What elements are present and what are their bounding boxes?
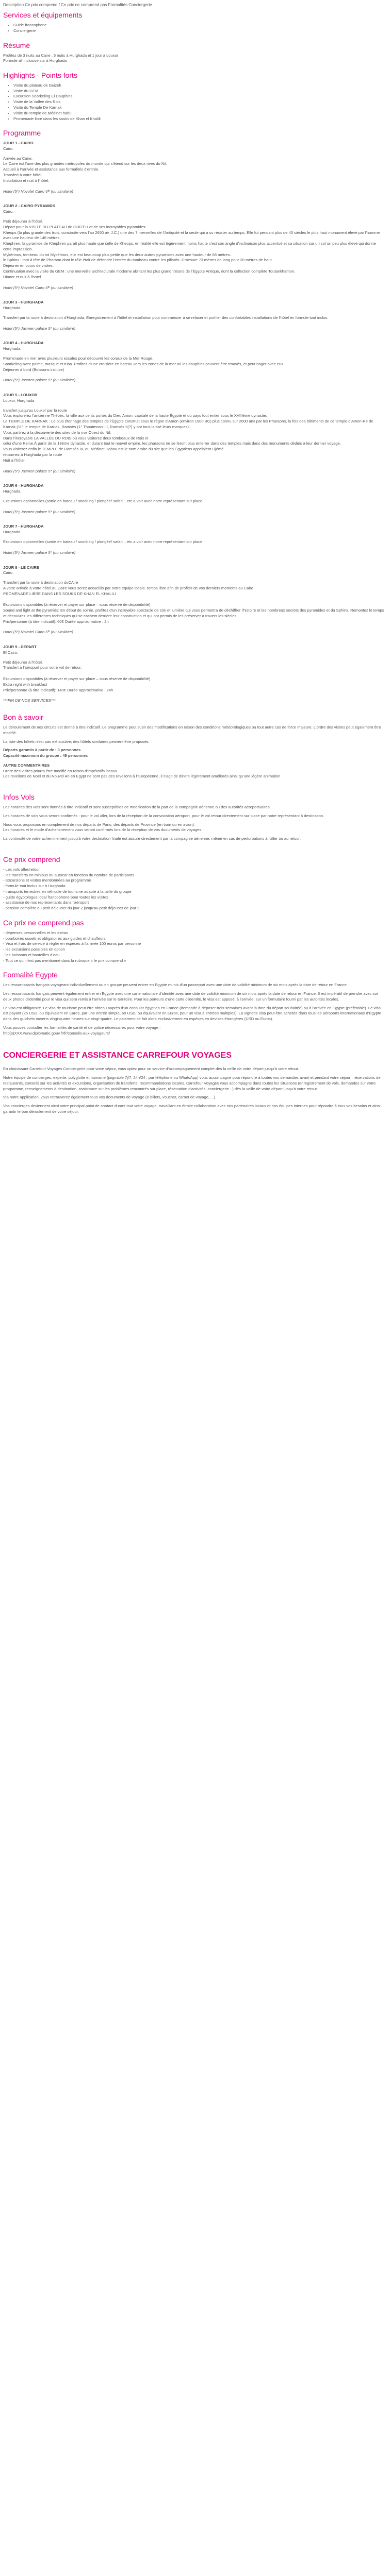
list-item: - Excursions et visites mentionnées au programme [3, 878, 91, 883]
paragraph: Via notre application, vous retrouverez également tous vos documents de voyage (e-billets, voucher, carnet de voyage, ...). [3, 1095, 217, 1100]
paragraph: Les horaires de vols vous seront confirmés : pour le vol aller, lors de la réception de la convocation aéroport, pour le vol retour directement sur place par notre représentant à destination. [3, 813, 324, 818]
day-text: Excursions optionnelles (sortie en bateau / snorkling / plongée/ safari .. etc a voir avec notre représentant sur place [3, 498, 203, 503]
day-5 [3, 393, 385, 474]
list-item: - les excursions possibles en option [3, 947, 65, 952]
day-3 [3, 300, 385, 331]
list-item: - transports terrestres en véhicule de tourisme adapté à la taille du groupe [3, 889, 132, 894]
day-2 [3, 204, 385, 291]
day-title: JOUR 5 - LOUXOR [3, 393, 38, 398]
highlights-list [3, 83, 385, 122]
day-city: Cairo. [3, 570, 14, 575]
paragraph: Nous vous proposons en complément de nos départs de Paris, des départs de Province (en train ou en avion). Les horaires et le mode d'acheminement vous seront confirmés lors de la réception de vos documents de voyages. [3, 822, 203, 833]
infos-vols-text [3, 805, 385, 842]
min-participants: Départs garantis à partir de : 3 personnes [3, 748, 81, 753]
day-hotel: Hotel (5*) Jasmen palace 5* (ou similaire) [3, 509, 76, 514]
services-list [3, 23, 385, 34]
day-text: Promenade en mer avec plusieurs escales pour découvrir les coraux de la Mer Rouge. Snorkeling avec palme, masque et tuba. Profitez d'une croisière en bateau vers les zones de la mer où les dauphins peuvent être trouvés, et peut nager avec eux. Déjeuner à bord (Boissons incluse) [3, 356, 285, 372]
day-text: Arrivée au Caire. Le Caire est l'une des plus grandes métropoles du monde qui s'étend sur les deux rives du Nil. Accueil à l'arrivée et assistance aux formalités d'entrée. Transfert à votre hôtel. Installation et nuit à l'hôtel. [3, 156, 167, 183]
list-item: - Tout ce qui n'est pas mentionné dans la rubrique « le prix comprend » [3, 958, 126, 963]
day-text: Transfert par la route à destination d'Hurghada. Enregistrement à l'hôtel et installation pour commencer à se relaxer et profiter des confortables installations de l'hôtel en formule tout inclus. [3, 315, 329, 320]
resume-text: Profitez de 3 nuits au Caire , 5 nuits à Hurghada et 1 jour à Louxor Formule all inclusive sur à Hurghada [3, 53, 119, 63]
list-item: - les boissons et bouteilles d'eau [3, 952, 60, 957]
day-title: JOUR 7 - HURGHADA [3, 524, 44, 529]
list-item: - assistance de nos représentants dans l'aéroport [3, 900, 89, 905]
list-item: - dépenses personnelles et les extras [3, 930, 68, 935]
paragraph: Les ressortissants français peuvent également entrer en Egypte avec une carte nationale d'identité avec une date de validité minimum de six mois après la date de retour en France. Il est impératif de prendre avec soi deux photos d'identité pour le visa qui sera remis à l'arrivée sur le territoire. Pour les porteurs d'une carte d'identité, le visa est apposé, à l'arrivée, sur un formulaire fourni par les autorités locales. [3, 991, 378, 1002]
highlights-title: Highlights - Points forts [3, 71, 77, 80]
day-city: Louxor, Hurghada [3, 398, 35, 403]
bon-a-savoir-text [3, 725, 385, 779]
day-text: Petit déjeuner à l'hôtel. Transfert à l'aéroport pour votre vol de retour. Excursions disponibles (à réserver et payer sur place – sous réserve de disponibilité) Extra night with breakfast Prix/personne (à titre indicatif): 140€ Durée approximative : 24h [3, 659, 151, 692]
day-city: Hurghada. [3, 489, 22, 494]
list-item: - guide égyptologue local francophone pour toutes les visites [3, 894, 108, 900]
day-1 [3, 141, 385, 194]
day-title: JOUR 2 - CAIRO PYRAMIDS [3, 204, 55, 209]
day-hotel: Hotel (5*) Novotel Cairo 6ᵗʰ (ou similaire) [3, 630, 73, 635]
bon-a-savoir-title: Bon à savoir [3, 713, 43, 722]
list-item: • Excursion Snorkeling El Dauphins [13, 94, 385, 99]
day-9 [3, 645, 385, 704]
day-7 [3, 524, 385, 555]
list-item: - Les vols aller/retour [3, 867, 40, 872]
list-item: - les transferts en minibus ou autocar en fonction du nombre de participants [3, 872, 135, 877]
infos-vols-title: Infos Vols [3, 793, 35, 802]
comprend-title: Ce prix comprend [3, 855, 60, 863]
day-title: JOUR 1 - CAIRO [3, 141, 34, 146]
day-title: JOUR 9 - DEPART [3, 645, 37, 650]
day-hotel: Hotel (5*) Novotel Cairo 6ᵗʰ (ou similaire) [3, 189, 73, 194]
day-4 [3, 341, 385, 383]
ne-comprend-title: Ce prix ne comprend pas [3, 918, 84, 927]
list-item: - formule tout inclus sur à Hurghada [3, 884, 66, 889]
day-hotel: Hotel (5*) Jasmen palace 5* (ou similaire) [3, 550, 76, 555]
paragraph: Le visa est obligatoire. Le visa de tourisme peut être obtenu auprès d'un consulat égyptien en France (demande à déposer trois semaines avant la date du départ souhaitée) ou à l'arrivée en Egypte (préférable). Le visa est payant (25 USD, ou équivalent en Euros, par une entrée simple, 60 USD, ou équivalent en Euros, pour un visa à entrées multiples). La vignette visa peut être achetée dans tous les aéroports internationaux d'Égypte dans des guichets ouverts vingt-quatre heures sur vingt-quatre. Le paiement se fait alors exclusivement en espèces en devises étrangères (USD ou Euros). [3, 1005, 381, 1022]
day-text: Transfert par la route à destination duCAire A votre arrivée à votre hôtel au Caire vous serez accueillis par notre équipe locale. temps libre afin de profiter de vos derniers moments au Caire PROMENADE LIBRE DANS LES SOUKS DE KHAN EL KHALILI Excursions disponibles (à réserver et payer sur place – sous réserve de disponibilité) Sound and light at the pyramids: En début de soirée, profitez d'un incroyable spectacle de son et lumière qui vous permettra de déchiffrer l'histoire et les nombreux secrets des pyramides et du Sphinx. Remontez le temps et découvrez les différentes techniques qui se cachent derrière leur construction et qui ont permis de les préserver à travers les siècles. Prix/personne (à titre indicatif): 60€ Durée approximative : 2h [3, 580, 384, 624]
formalite-title: Formalité Egypte [3, 971, 58, 979]
resume-title: Résumé [3, 41, 30, 49]
comprend-list [3, 867, 385, 911]
day-hotel: Hotel (5*) Novotel Cairo 6ᵗʰ (ou similaire) [3, 285, 73, 290]
list-item: • Visite du plateau de Guizeh [13, 83, 385, 89]
paragraph: Les ressortissants français voyageant individuellement ou en groupe peuvent entrer en Egypte munis d'un passeport avec une date de validité minimum de six mois après la date de retour en France. [3, 982, 348, 988]
paragraph: Notre équipe de concierges, experte, polyglotte et humaine (joignable 7j/7, 24h/24 , par téléphone ou WhatsApp) vous accompagne pour répondre à toutes vos demandes avant et pendant votre séjour : réservations de restaurants, conseils sur les activités et excursions, organisation de transferts, recommandations locales. Carrefour Voyages vous accompagne dans toutes les situations (enregistrement de vols, demandes sur votre programme, renseignements à destination, assistance sur les problèmes rencontrés sur place, réservation d'activités, conciergerie...) dès la veille de votre départ jusqu'à votre retour. [3, 1075, 381, 1091]
paragraph: Les horaires des vols sont donnés à titre indicatif et sont susceptibles de modification de la part de la compagnie aérienne ou des autorités aéroportuaires. [3, 805, 271, 810]
day-city: Hurghada. [3, 346, 22, 351]
list-item: • Visite de la Vallée des Rois [13, 99, 385, 105]
services-title: Services et équipements [3, 11, 83, 20]
day-text: Excursions optionnelles (sortie en bateau / snorkling / plongée/ safari .. etc a voir avec notre représentant sur place [3, 539, 203, 544]
programme-title: Programme [3, 129, 41, 138]
day-title: JOUR 3 - HURGHADA [3, 300, 44, 305]
breadcrumb: Description Ce prix comprend / Ce prix ne comprend pas Formalités Conciergerie [3, 3, 152, 7]
day-title: JOUR 6 - HURGHADA [3, 483, 44, 488]
list-item: - pension complète du petit déjeuner du jour 2 jusqu'au petit déjeuner de jour 9 [3, 906, 140, 911]
day-hotel: Hotel (5*) Jasmen palace 5* (ou similaire) [3, 378, 76, 383]
list-item: - Visa et frais de service à régler en espèces à l'arrivée 100 euros par personne [3, 941, 141, 946]
day-city: Cairo. [3, 146, 14, 151]
ne-comprend-list [3, 930, 385, 964]
paragraph: Vous pouvez consulter les formalités de santé et de police nécessaires pour votre voyage : http(s)XXX.www.diplomatie.gouv.fr/fr/conseils-aux-voyageurs/ [3, 1025, 161, 1036]
paragraph: La liste des hôtels n'est pas exhaustive; des hôtels similaires peuvent être proposés. [3, 739, 150, 744]
day-end-note: ***FIN DE NOS SERVICES*** [3, 698, 56, 703]
day-hotel: Hotel (5*) Jasmen palace 5* (ou similaire) [3, 326, 76, 331]
day-6 [3, 483, 385, 515]
list-item: • Visite du Temple De Karnak [13, 105, 385, 111]
conciergerie-title: CONCIERGERIE ET ASSISTANCE CARREFOUR VOYAGES [3, 1050, 232, 1060]
day-title: JOUR 8 - LE CAIRE [3, 565, 39, 570]
max-participants: Capacité maximum du groupe : 49 personnes [3, 753, 88, 758]
day-text: Petit déjeuner à l'hôtel. Départ pour la VISITE DU PLATEAU de GUIZEH et de ses incroyables pyramides: Kheops (la plus grande des trois, construite vers l'an 2650 av. J.C.) une des 7 merveilles de l'Antiquité et la seule qui a su résister au temps. Elle fut pendant plus de 40 siècles le plus haut monument élevé par l'homme avec une hauteur de 146 mètres. Khephren: la pyramide de Khephren paraît plus haute que celle de Kheops, en réalité elle est légèrement moins haute c'est son angle d'inclinaison plus accentué et sa situation sur un sol un peu plus élevé qui donne cette impression. Mykérinos, tombeau du roi Mykérinos, elle est beaucoup plus petite que les deux autres pyramides avec une hauteur de 66 mètres. le Sphinx : tom à tête de Pharaon dont le rôle était de défendre l'entrée du tombeau contre les pillards. Il mesure 73 mètres de long pour 20 mètres de haut Déjeuner en cours de visites. Continuation avec la visite du GEM : une merveille architecturale moderne abritant les plus grand trésors de l'Égypte Antique, dont la collection complète Toutankhamon. Dinner et nuit à l'hotel [3, 218, 380, 279]
autres-title: AUTRE COMMENTAIRES [3, 762, 50, 768]
day-8 [3, 565, 385, 636]
day-city: Hurghada. [3, 306, 22, 311]
paragraph: En choisissant Carrefour Voyages Conciergerie pour votre séjour, vous optez pour un service d'accompagnement complet dès la veille de votre départ jusqu'à votre retour. [3, 1066, 299, 1072]
day-city: Hurghada. [3, 530, 22, 535]
formalite-text [3, 982, 385, 1036]
paragraph: Le déroulement de nos circuits est donné à titre indicatif. Le programme peut subir des modifications en raison des conditions météorologiques ou tout autre cas de force majeure. L'ordre des visites peut également être modifié. [3, 724, 381, 735]
list-item: • Conciergerie [13, 28, 385, 34]
autres-text: Ordre des visites pourra être modifié en raison d'impératifs locaux. Les revellons de Noel et du Nouvel An en Egypt ne sont pas des revellons à l'européenne, il s'agit de diners légèrement améliorés ainsi qu'une légère animation [3, 768, 281, 779]
list-item: • Visite du GEM [13, 89, 385, 94]
day-city: Cairo. [3, 209, 14, 214]
day-hotel: Hotel (5*) Jasmen palace 5* (ou similaire) [3, 468, 76, 473]
page [0, 0, 388, 1115]
list-item: - pourboires usuels et obligatoires aux guides et chauffeurs [3, 936, 106, 941]
list-item: • Visite du temple de Médinet habu [13, 111, 385, 116]
conciergerie-text [3, 1066, 385, 1114]
day-text: transfert jusqu'au Louxor par la route Vous explorerez l'ancienne Thèbes, la ville aux cents portes du Dieu Amon, capitale de la haute Égypte et du pays tout entier sous le XVIIIème dynastie. Le TEMPLE DE KARNAK : Le plus étonnage des temples de l'Égypte construit sous le règne d'Amon (environ 1900 BC) plus connu sur 2000 ans par les Pharaons, la fois des bâtiments de ce temple d'Amon-Ré de Karnak (11° le temple de Karnak, Ramsès (1° Thoutmosis III, Ramsès II(?) y ont tous laissé leurs marques). Vous partirez à la découverte des sites de la rive Ouest du Nil. Dans l'incroyable LA VALLÉE DU ROIS où vous visiterez deux tombeaux de Rois et celui d'une Reine.À partir de la 18ème dynastie, et durant tout le nouvel empire, les pharaons ne se feront plus enterrer dans des temples mais dans des monuments dédiés à leur dernier voyage. Vous visiterez enfin le TEMPLE de Ramsès III, ou Médinet Habou est le nom arabe du site que les Égyptiens appelaient Djémé. retournez à Hurghada par la route Nuit à l'hôtel. [3, 408, 373, 463]
paragraph: Vos concierges deviennent ainsi votre principal point de contact durant tout votre voyage, travaillant en étroite collaboration avec nos partenaires locaux et nos équipes internes pour répondre à tous vos besoins et ainsi, garantir le bon déroulement de votre séjour. [3, 1104, 382, 1114]
day-title: JOUR 4 - HURGHADA [3, 341, 44, 346]
list-item: • Guide francophone [13, 23, 385, 28]
list-item: • Promenade libre dans les souks de Khan el Khalili [13, 116, 385, 122]
day-city: El Cairo. [3, 650, 19, 655]
paragraph: La continuité de votre acheminement jusqu'à votre destination finale est assuré directement par la compagnie aérienne, même en cas de perturbations à l'aller ou au retour. [3, 836, 301, 841]
